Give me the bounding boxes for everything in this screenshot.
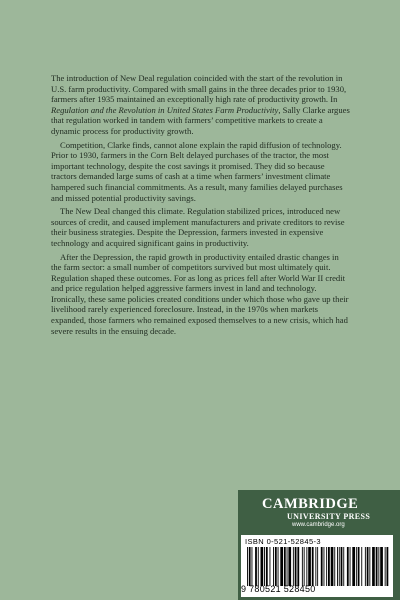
barcode-bar bbox=[284, 547, 286, 586]
barcode-bar bbox=[331, 547, 334, 586]
barcode-bar bbox=[324, 547, 325, 586]
barcode-bar bbox=[358, 547, 360, 586]
barcode-bar bbox=[287, 547, 288, 586]
barcode-bar bbox=[339, 547, 340, 586]
barcode-bar bbox=[312, 547, 314, 586]
blurb-paragraph-1: The introduction of New Deal regulation coincided with the start of the revolution in U.S. farm productivity. Compared with small gains in the three decades prior to 1930, farmers after 1935 maintained an exceptionally high rate of productivity growth. In Regulation and the Revolution in United States Farm Productivity, Sally Clarke argues that regulation worked in tandem with farmers’ competitive markets to create a dynamic process for productivity growth. bbox=[51, 73, 350, 136]
blurb-paragraph-3: The New Deal changed this climate. Regulation stabilized prices, introduced new sources of credit, and caused implement manufacturers and private creditors to revise their business strategies. Despite the Depression, farmers invested in expensive technology and acquired significant gains in productivity. bbox=[51, 206, 345, 248]
barcode-bar bbox=[361, 547, 362, 586]
blurb-paragraph-4: After the Depression, the rapid growth in productivity entailed drastic changes in the farm sector: a small number of competitors survived but most ultimately quit. Regulation shaped these outcomes. For as long as prices fell after World War II credit and price regulation helped aggressive farmers invest in land and technology. Ironically, these same policies created conditions under which those who gave up their livelihood rarely experienced foreclosure. Instead, in the 1970s when markets expanded, those farmers who remained exposed themselves to a new crisis, which had severe results in the ensuing decade. bbox=[51, 251, 349, 336]
book-title: Regulation and the Revolution in United States Farm Productivity bbox=[51, 104, 279, 115]
barcode-bar bbox=[280, 547, 283, 586]
barcode-bar bbox=[258, 547, 259, 586]
barcode-bar bbox=[261, 547, 264, 586]
back-cover-blurb bbox=[51, 73, 350, 339]
barcode-bar bbox=[378, 547, 379, 586]
barcode-bar bbox=[367, 547, 369, 586]
barcode-bar bbox=[380, 547, 383, 586]
barcode-bar bbox=[328, 547, 330, 586]
barcode-bar bbox=[275, 547, 277, 586]
barcode-bar bbox=[306, 547, 307, 586]
barcode-bar bbox=[304, 547, 305, 586]
barcode-bar bbox=[295, 547, 297, 586]
barcode-digits: 9 780521 528450 bbox=[241, 584, 316, 594]
isbn-label: ISBN 0-521-52845-3 bbox=[245, 537, 321, 546]
barcode-bar bbox=[308, 547, 311, 586]
barcode-bar bbox=[387, 547, 389, 586]
barcode-bar bbox=[350, 547, 351, 586]
barcode-bar bbox=[343, 547, 344, 586]
barcode-bar bbox=[337, 547, 338, 586]
barcode-bar bbox=[247, 547, 248, 586]
barcode-bar bbox=[249, 547, 251, 586]
barcode-bar bbox=[334, 547, 335, 586]
barcode bbox=[245, 547, 389, 586]
barcode-bar bbox=[317, 547, 318, 586]
barcode-bar bbox=[270, 547, 271, 586]
barcode-bar bbox=[273, 547, 274, 586]
barcode-bar bbox=[288, 547, 291, 586]
barcode-bar bbox=[297, 547, 299, 586]
barcode-bar bbox=[326, 547, 327, 586]
blurb-paragraph-2: Competition, Clarke finds, cannot alone explain the rapid diffusion of technology. Prior to 1930, farmers in the Corn Belt delayed purchases of the tractor, the most important technology, despite the cost savings it promised. They did so because tractors demanded large sums of cash at a time when farmers’ investment climate hampered such financial commitments. As a result, many families delayed purchases and missed potential productivity savings. bbox=[51, 139, 343, 203]
barcode-bar bbox=[278, 547, 279, 586]
barcode-bar bbox=[385, 547, 386, 586]
barcode-bar bbox=[352, 547, 355, 586]
barcode-bar bbox=[293, 547, 294, 586]
barcode-bar bbox=[376, 547, 378, 586]
barcode-bar bbox=[252, 547, 253, 586]
barcode-bar bbox=[264, 547, 265, 586]
barcode-bar bbox=[266, 547, 268, 586]
publisher-url: www.cambridge.org bbox=[292, 522, 345, 528]
barcode-bar bbox=[315, 547, 316, 586]
publisher-panel bbox=[238, 490, 400, 600]
barcode-bar bbox=[341, 547, 343, 586]
publisher-subtitle: UNIVERSITY PRESS bbox=[287, 512, 371, 521]
barcode-bar bbox=[321, 547, 323, 586]
barcode-bar bbox=[255, 547, 257, 586]
barcode-bar bbox=[347, 547, 349, 586]
barcode-bar bbox=[365, 547, 366, 586]
barcode-bar bbox=[369, 547, 370, 586]
isbn-barcode-box bbox=[241, 535, 393, 597]
barcode-bar bbox=[372, 547, 375, 586]
barcode-bar bbox=[356, 547, 357, 586]
publisher-name: CAMBRIDGE bbox=[262, 496, 359, 512]
barcode-bar bbox=[302, 547, 303, 586]
